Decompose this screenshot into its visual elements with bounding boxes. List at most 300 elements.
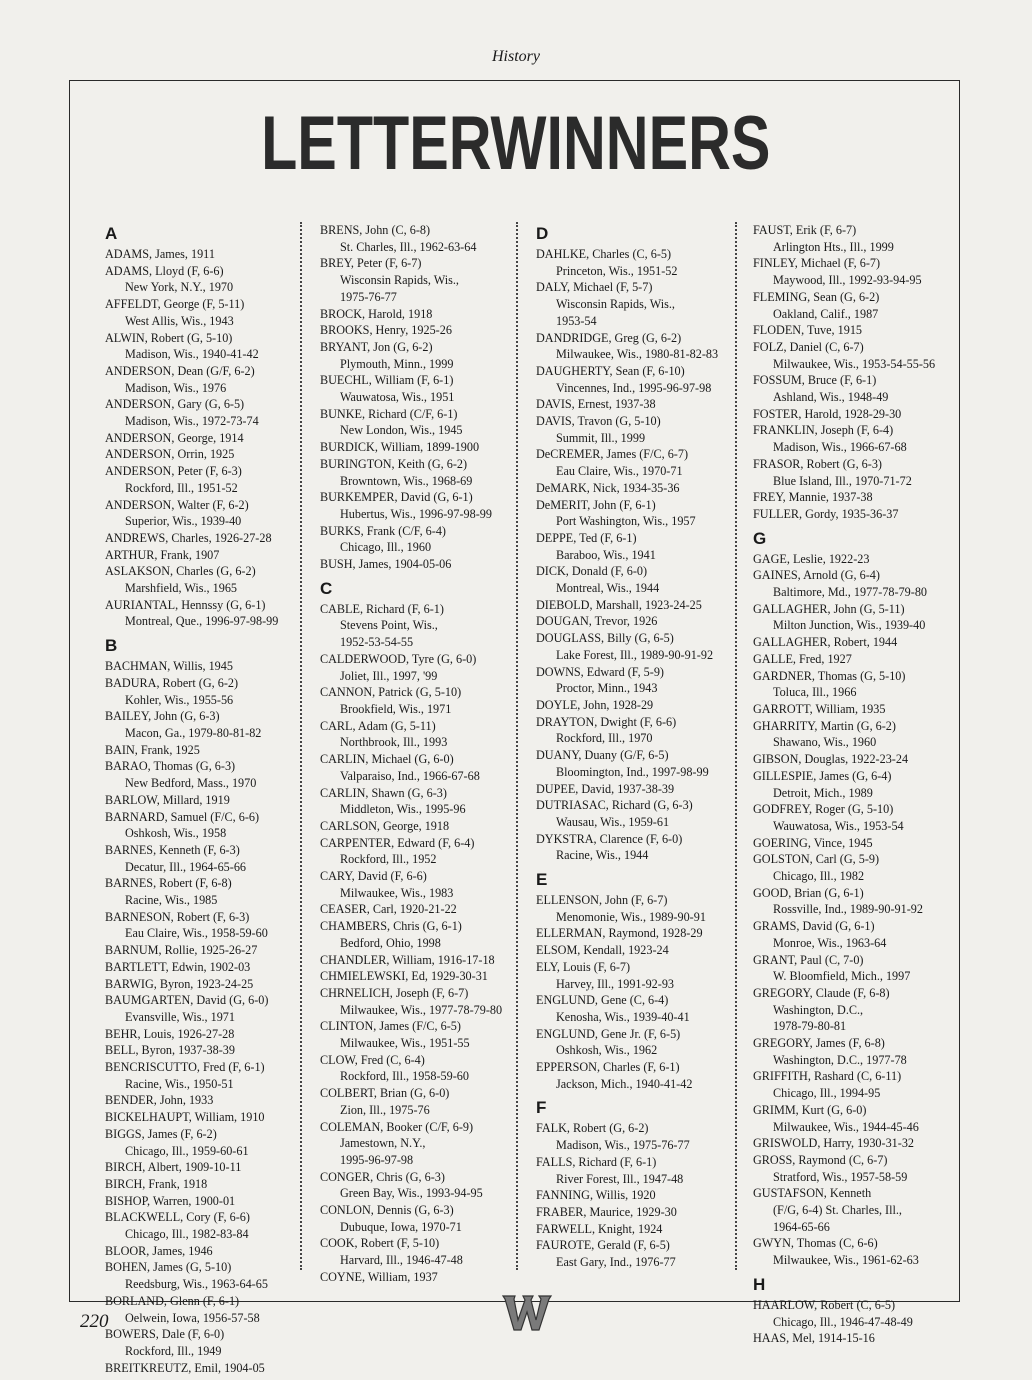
player-name: DOUGAN, Trevor, 1926 — [536, 614, 658, 629]
player-name: ANDERSON, Orrin, 1925 — [105, 447, 235, 462]
player-name: BOHEN, James (G, 5-10) — [105, 1260, 232, 1275]
letterwinner-entry — [105, 758, 313, 791]
letterwinner-entry — [536, 446, 744, 479]
letterwinner-entry — [105, 1109, 313, 1126]
player-name: ENGLUND, Gene (C, 6-4) — [536, 993, 669, 1008]
letterwinner-entry — [536, 1026, 744, 1059]
player-details: Jackson, Mich., 1940-41-42 — [556, 1076, 693, 1091]
letterwinner-entry — [105, 1026, 313, 1043]
player-name: DRAYTON, Dwight (F, 6-6) — [536, 714, 677, 729]
letterwinner-entry — [320, 322, 528, 339]
letterwinner-entry — [753, 851, 961, 884]
player-name: DeCREMER, James (F/C, 6-7) — [536, 447, 688, 462]
player-name: ASLAKSON, Charles (G, 6-2) — [105, 564, 256, 579]
letterwinner-entry — [753, 1035, 961, 1068]
letterwinner-entry — [105, 675, 313, 708]
player-name: HAAS, Mel, 1914-15-16 — [753, 1331, 875, 1346]
player-details: Monroe, Wis., 1963-64 — [773, 935, 887, 950]
letterwinner-entry — [753, 1235, 961, 1268]
player-name: BARNARD, Samuel (F/C, 6-6) — [105, 809, 260, 824]
letterwinner-entry — [105, 708, 313, 741]
letterwinner-entry — [753, 668, 961, 701]
letterwinner-entry — [320, 901, 528, 918]
player-name: BISHOP, Warren, 1900-01 — [105, 1193, 236, 1208]
letterwinner-entry — [105, 430, 313, 447]
letterwinner-entry — [320, 1235, 528, 1268]
section-letter: A — [105, 224, 118, 243]
letterwinner-entry — [105, 992, 313, 1025]
player-name: FARWELL, Knight, 1924 — [536, 1221, 663, 1236]
player-details: Valparaiso, Ind., 1966-67-68 — [340, 768, 480, 783]
letterwinner-entry — [105, 330, 313, 363]
player-name: BURKEMPER, David (G, 6-1) — [320, 490, 473, 505]
player-name: ELY, Louis (F, 6-7) — [536, 959, 631, 974]
letterwinner-entry — [753, 422, 961, 455]
player-name: GILLESPIE, James (G, 6-4) — [753, 768, 892, 783]
letterwinner-entry — [320, 489, 528, 522]
letterwinner-entry — [753, 801, 961, 834]
player-details: Wausau, Wis., 1959-61 — [556, 814, 670, 829]
player-name: FINLEY, Michael (F, 6-7) — [753, 256, 881, 271]
player-details: 1995-96-97-98 — [340, 1152, 414, 1167]
player-details: Oshkosh, Wis., 1958 — [125, 826, 227, 841]
player-name: BIGGS, James (F, 6-2) — [105, 1126, 217, 1141]
player-details: Menomonie, Wis., 1989-90-91 — [556, 909, 706, 924]
player-details: St. Charles, Ill., 1962-63-64 — [340, 239, 477, 254]
player-name: GRIFFITH, Rashard (C, 6-11) — [753, 1069, 902, 1084]
letterwinner-entry — [536, 797, 744, 830]
letterwinner-entry — [536, 942, 744, 959]
page-title: LETTERWINNERS — [261, 101, 771, 186]
letterwinner-entry — [320, 255, 528, 305]
letterwinner-entry — [105, 446, 313, 463]
letterwinner-entry — [753, 567, 961, 600]
letterwinner-entry — [753, 835, 961, 852]
letterwinner-entry — [536, 246, 744, 279]
letterwinner-entry — [753, 952, 961, 985]
player-name: ANDERSON, Peter (F, 6-3) — [105, 464, 242, 479]
player-name: DAUGHERTY, Sean (F, 6-10) — [536, 363, 685, 378]
motion-w-logo-icon — [501, 1284, 553, 1336]
letterwinner-entry — [105, 597, 313, 630]
player-name: BUECHL, William (F, 6-1) — [320, 373, 454, 388]
letterwinner-entry — [320, 406, 528, 439]
letterwinner-entry — [753, 1185, 961, 1235]
player-name: BUNKE, Richard (C/F, 6-1) — [320, 406, 458, 421]
player-details: Princeton, Wis., 1951-52 — [556, 263, 678, 278]
letterwinner-entry — [105, 1209, 313, 1242]
player-details: Racine, Wis., 1985 — [125, 893, 218, 908]
player-details: Maywood, Ill., 1992-93-94-95 — [773, 273, 922, 288]
letterwinner-entry — [753, 651, 961, 668]
letterwinner-entry — [536, 1187, 744, 1204]
player-details: Hubertus, Wis., 1996-97-98-99 — [340, 506, 492, 521]
letterwinner-entry — [536, 1059, 744, 1092]
letterwinner-entry — [536, 1237, 744, 1270]
letterwinner-entry — [320, 456, 528, 489]
letterwinner-entry — [536, 396, 744, 413]
letterwinner-entry — [105, 959, 313, 976]
player-details: 1964-65-66 — [773, 1219, 830, 1234]
player-name: BROOKS, Henry, 1925-26 — [320, 323, 452, 338]
letterwinner-entry — [320, 1119, 528, 1169]
player-name: CHRNELICH, Joseph (F, 6-7) — [320, 985, 469, 1000]
player-name: GRISWOLD, Harry, 1930-31-32 — [753, 1136, 915, 1151]
player-name: ANDERSON, Gary (G, 6-5) — [105, 397, 245, 412]
letterwinner-entry — [753, 1102, 961, 1135]
player-name: GARROTT, William, 1935 — [753, 701, 886, 716]
letterwinner-entry — [105, 1243, 313, 1260]
letterwinner-entry — [320, 1052, 528, 1085]
player-name: GOLSTON, Carl (G, 5-9) — [753, 852, 880, 867]
player-details: Northbrook, Ill., 1993 — [340, 735, 448, 750]
roster-column-2 — [320, 222, 528, 1286]
player-details: Port Washington, Wis., 1957 — [556, 514, 696, 529]
player-name: CARLIN, Michael (G, 6-0) — [320, 752, 454, 767]
player-name: ELLENSON, John (F, 6-7) — [536, 893, 668, 908]
player-name: CALDERWOOD, Tyre (G, 6-0) — [320, 651, 477, 666]
player-name: CONGER, Chris (G, 6-3) — [320, 1169, 445, 1184]
player-details: Evansville, Wis., 1971 — [125, 1009, 235, 1024]
player-name: BROCK, Harold, 1918 — [320, 306, 433, 321]
player-name: BAIN, Frank, 1925 — [105, 742, 200, 757]
player-details: 1952-53-54-55 — [340, 635, 414, 650]
page-number: 220 — [80, 1311, 109, 1332]
player-details: Joliet, Ill., 1997, '99 — [340, 668, 438, 683]
player-details: Wauwatosa, Wis., 1953-54 — [773, 818, 904, 833]
letterwinner-entry — [105, 497, 313, 530]
letterwinner-entry — [536, 959, 744, 992]
player-name: CARL, Adam (G, 5-11) — [320, 718, 436, 733]
player-name: BRENS, John (C, 6-8) — [320, 223, 431, 237]
player-name: ALWIN, Robert (G, 5-10) — [105, 330, 233, 345]
letterwinner-entry — [320, 952, 528, 969]
player-details: (F/G, 6-4) St. Charles, Ill., — [773, 1203, 902, 1218]
player-details: Green Bay, Wis., 1993-94-95 — [340, 1186, 483, 1201]
player-details: Arlington Hts., Ill., 1999 — [773, 239, 894, 254]
player-name: COYNE, William, 1937 — [320, 1269, 438, 1284]
player-name: GALLAGHER, Robert, 1944 — [753, 635, 898, 650]
player-name: CHMIELEWSKI, Ed, 1929-30-31 — [320, 969, 488, 984]
letterwinner-entry — [105, 1042, 313, 1059]
player-details: Milwaukee, Wis., 1953-54-55-56 — [773, 356, 936, 371]
player-details: Washington, D.C., — [773, 1002, 864, 1017]
player-details: Milwaukee, Wis., 1980-81-82-83 — [556, 347, 719, 362]
letterwinner-entry — [753, 406, 961, 423]
player-details: W. Bloomfield, Mich., 1997 — [773, 969, 911, 984]
player-name: DYKSTRA, Clarence (F, 6-0) — [536, 831, 683, 846]
letterwinner-entry — [536, 530, 744, 563]
player-name: GIBSON, Douglas, 1922-23-24 — [753, 752, 909, 767]
letterwinner-entry — [105, 1259, 313, 1292]
section-letter: B — [105, 636, 118, 656]
player-details: Montreal, Que., 1996-97-98-99 — [125, 614, 279, 629]
player-details: Stevens Point, Wis., — [340, 618, 438, 633]
player-details: Plymouth, Minn., 1999 — [340, 356, 454, 371]
player-name: CARLSON, George, 1918 — [320, 818, 450, 833]
letterwinner-entry — [753, 634, 961, 651]
player-details: Shawano, Wis., 1960 — [773, 735, 877, 750]
letterwinner-entry — [753, 339, 961, 372]
letterwinner-entry — [105, 976, 313, 993]
player-details: Madison, Wis., 1976 — [125, 380, 227, 395]
section-letter: F — [536, 1098, 547, 1118]
player-name: GUSTAFSON, Kenneth — [753, 1186, 872, 1201]
letterwinner-entry — [105, 809, 313, 842]
player-details: Milwaukee, Wis., 1983 — [340, 885, 454, 900]
player-details: Oakland, Calif., 1987 — [773, 306, 879, 321]
player-details: Eau Claire, Wis., 1970-71 — [556, 464, 683, 479]
player-details: Racine, Wis., 1950-51 — [125, 1076, 234, 1091]
player-name: BURKS, Frank (C/F, 6-4) — [320, 523, 446, 538]
letterwinner-entry — [753, 506, 961, 523]
player-name: ELLERMAN, Raymond, 1928-29 — [536, 926, 703, 941]
player-details: Reedsburg, Wis., 1963-64-65 — [125, 1277, 268, 1292]
player-name: GAINES, Arnold (G, 6-4) — [753, 568, 880, 583]
player-name: FAUROTE, Gerald (F, 6-5) — [536, 1238, 670, 1253]
letterwinner-entry — [105, 842, 313, 875]
player-name: FLODEN, Tuve, 1915 — [753, 323, 863, 338]
letterwinner-entry — [536, 925, 744, 942]
letterwinner-entry — [536, 697, 744, 714]
player-details: Milton Junction, Wis., 1939-40 — [773, 618, 926, 633]
section-letter: H — [753, 1274, 766, 1294]
player-name: FREY, Mannie, 1937-38 — [753, 490, 873, 505]
player-name: BAILEY, John (G, 6-3) — [105, 709, 220, 724]
letterwinner-entry — [320, 1169, 528, 1202]
letterwinner-entry — [105, 463, 313, 496]
player-details: Montreal, Wis., 1944 — [556, 581, 660, 596]
player-name: DUPEE, David, 1937-38-39 — [536, 781, 675, 796]
player-details: Ashland, Wis., 1948-49 — [773, 390, 889, 405]
section-letter: D — [536, 224, 549, 243]
letterwinner-entry — [536, 992, 744, 1025]
player-details: Madison, Wis., 1966-67-68 — [773, 440, 907, 455]
player-name: BADURA, Robert (G, 6-2) — [105, 675, 239, 690]
player-name: BREITKREUTZ, Emil, 1904-05 — [105, 1360, 265, 1375]
letterwinner-entry — [536, 630, 744, 663]
letterwinner-entry — [105, 658, 313, 675]
player-details: Proctor, Minn., 1943 — [556, 681, 658, 696]
letterwinner-entry — [105, 742, 313, 759]
player-name: GRAMS, David (G, 6-1) — [753, 919, 875, 934]
player-name: BURDICK, William, 1899-1900 — [320, 440, 480, 455]
letterwinner-entry — [320, 601, 528, 651]
player-name: BENCRISCUTTO, Fred (F, 6-1) — [105, 1060, 265, 1075]
player-details: Superior, Wis., 1939-40 — [125, 514, 242, 529]
player-name: EPPERSON, Charles (F, 6-1) — [536, 1060, 680, 1075]
player-details: Middleton, Wis., 1995-96 — [340, 802, 466, 817]
letterwinner-entry — [105, 263, 313, 296]
letterwinner-entry — [320, 718, 528, 751]
letterwinner-entry — [105, 396, 313, 429]
player-details: West Allis, Wis., 1943 — [125, 313, 234, 328]
player-name: CLOW, Fred (C, 6-4) — [320, 1052, 425, 1067]
letterwinner-entry — [536, 892, 744, 925]
letterwinner-entry — [320, 339, 528, 372]
player-name: FANNING, Willis, 1920 — [536, 1188, 656, 1203]
player-details: Decatur, Ill., 1964-65-66 — [125, 859, 247, 874]
letterwinner-entry — [320, 439, 528, 456]
player-details: Chicago, Ill., 1982 — [773, 869, 865, 884]
player-name: GODFREY, Roger (G, 5-10) — [753, 802, 894, 817]
player-details: 1975-76-77 — [340, 289, 397, 304]
section-label: History — [492, 48, 540, 65]
player-name: AFFELDT, George (F, 5-11) — [105, 297, 245, 312]
roster-column-4 — [753, 222, 961, 1347]
roster-column-1 — [105, 222, 313, 1376]
player-name: FOLZ, Daniel (C, 6-7) — [753, 339, 864, 354]
letterwinner-entry — [320, 751, 528, 784]
letterwinner-entry — [753, 372, 961, 405]
roster-column-3 — [536, 222, 744, 1271]
letterwinner-entry — [105, 563, 313, 596]
section-letter: G — [753, 528, 767, 548]
letterwinner-entry — [536, 781, 744, 798]
player-details: Eau Claire, Wis., 1958-59-60 — [125, 926, 268, 941]
player-name: FRASOR, Robert (G, 6-3) — [753, 456, 882, 471]
player-details: Zion, Ill., 1975-76 — [340, 1102, 430, 1117]
player-name: BARNUM, Rollie, 1925-26-27 — [105, 943, 258, 958]
player-name: BOWERS, Dale (F, 6-0) — [105, 1327, 225, 1342]
player-details: Madison, Wis., 1972-73-74 — [125, 414, 259, 429]
letterwinner-entry — [320, 818, 528, 835]
letterwinner-entry — [320, 1085, 528, 1118]
player-details: Milwaukee, Wis., 1961-62-63 — [773, 1253, 919, 1268]
player-details: New London, Wis., 1945 — [340, 423, 463, 438]
player-name: CLINTON, James (F/C, 6-5) — [320, 1019, 461, 1034]
letterwinner-entry — [536, 1120, 744, 1153]
letterwinner-entry — [536, 413, 744, 446]
letterwinner-entry — [105, 942, 313, 959]
player-name: GWYN, Thomas (C, 6-6) — [753, 1236, 878, 1251]
letterwinner-entry — [320, 868, 528, 901]
player-name: GRIMM, Kurt (G, 6-0) — [753, 1102, 867, 1117]
player-details: Stratford, Wis., 1957-58-59 — [773, 1169, 908, 1184]
letterwinner-entry — [753, 985, 961, 1035]
column-divider — [300, 222, 302, 1270]
letterwinner-entry — [320, 985, 528, 1018]
player-name: CHANDLER, William, 1916-17-18 — [320, 952, 495, 967]
player-name: FULLER, Gordy, 1935-36-37 — [753, 506, 899, 521]
player-name: ANDERSON, Dean (G/F, 6-2) — [105, 363, 255, 378]
player-name: GOERING, Vince, 1945 — [753, 835, 873, 850]
letterwinner-entry — [105, 1126, 313, 1159]
player-details: East Gary, Ind., 1976-77 — [556, 1255, 676, 1270]
player-details: Bloomington, Ind., 1997-98-99 — [556, 764, 709, 779]
player-name: DAHLKE, Charles (C, 6-5) — [536, 247, 672, 261]
player-details: Baltimore, Md., 1977-78-79-80 — [773, 585, 928, 600]
player-details: Rossville, Ind., 1989-90-91-92 — [773, 902, 923, 917]
player-name: FRABER, Maurice, 1929-30 — [536, 1204, 677, 1219]
player-details: Racine, Wis., 1944 — [556, 848, 649, 863]
player-details: Rockford, Ill., 1949 — [125, 1344, 222, 1358]
player-details: Rockford, Ill., 1958-59-60 — [340, 1069, 469, 1084]
player-name: BARWIG, Byron, 1923-24-25 — [105, 976, 254, 991]
player-name: DEPPE, Ted (F, 6-1) — [536, 530, 637, 545]
player-name: BUSH, James, 1904-05-06 — [320, 557, 452, 572]
letterwinner-entry — [320, 523, 528, 556]
player-name: GAGE, Leslie, 1922-23 — [753, 551, 870, 566]
letterwinner-entry — [105, 363, 313, 396]
player-name: CANNON, Patrick (G, 5-10) — [320, 685, 462, 700]
letterwinner-entry — [536, 563, 744, 596]
player-name: DOWNS, Edward (F, 5-9) — [536, 664, 664, 679]
player-name: BARNES, Robert (F, 6-8) — [105, 876, 232, 891]
player-details: Jamestown, N.Y., — [340, 1136, 426, 1151]
player-name: ENGLUND, Gene Jr. (F, 6-5) — [536, 1026, 681, 1041]
letterwinner-entry — [536, 831, 744, 864]
letterwinner-entry — [105, 909, 313, 942]
letterwinner-entry — [536, 1154, 744, 1187]
letterwinner-entry — [536, 664, 744, 697]
player-name: CARLIN, Shawn (G, 6-3) — [320, 785, 447, 800]
player-name: ELSOM, Kendall, 1923-24 — [536, 943, 669, 958]
player-name: COOK, Robert (F, 5-10) — [320, 1236, 440, 1251]
player-name: GREGORY, Claude (F, 6-8) — [753, 985, 890, 1000]
player-name: GALLAGHER, John (G, 5-11) — [753, 601, 905, 616]
letterwinner-entry — [753, 222, 961, 255]
player-name: DeMARK, Nick, 1934-35-36 — [536, 480, 680, 495]
player-name: FLEMING, Sean (G, 6-2) — [753, 289, 880, 304]
player-details: Harvey, Ill., 1991-92-93 — [556, 976, 675, 991]
player-name: BELL, Byron, 1937-38-39 — [105, 1043, 235, 1058]
letterwinner-entry — [320, 556, 528, 573]
player-details: Chicago, Ill., 1960 — [340, 540, 432, 555]
player-details: New York, N.Y., 1970 — [125, 280, 234, 295]
letterwinner-entry — [105, 1193, 313, 1210]
letterwinner-entry — [753, 456, 961, 489]
player-details: Rockford, Ill., 1951-52 — [125, 480, 238, 495]
player-name: BENDER, John, 1933 — [105, 1093, 214, 1108]
player-details: Harvard, Ill., 1946-47-48 — [340, 1253, 463, 1268]
letterwinner-entry — [320, 968, 528, 985]
player-name: BARNES, Kenneth (F, 6-3) — [105, 842, 240, 857]
player-details: Oelwein, Iowa, 1956-57-58 — [125, 1310, 260, 1325]
player-details: Oshkosh, Wis., 1962 — [556, 1043, 658, 1058]
letterwinner-entry — [536, 363, 744, 396]
letterwinner-entry — [320, 1018, 528, 1051]
letterwinner-entry — [320, 306, 528, 323]
player-details: Lake Forest, Ill., 1989-90-91-92 — [556, 647, 714, 662]
letterwinner-entry — [536, 597, 744, 614]
player-details: Washington, D.C., 1977-78 — [773, 1052, 907, 1067]
player-details: Baraboo, Wis., 1941 — [556, 547, 656, 562]
letterwinner-entry — [320, 651, 528, 684]
letterwinner-entry — [105, 530, 313, 547]
letterwinner-entry — [536, 480, 744, 497]
letterwinner-entry — [753, 1330, 961, 1347]
player-name: GOOD, Brian (G, 6-1) — [753, 885, 864, 900]
letterwinner-entry — [320, 918, 528, 951]
player-name: BIRCH, Frank, 1918 — [105, 1176, 208, 1191]
letterwinner-entry — [536, 1204, 744, 1221]
letterwinner-entry — [753, 718, 961, 751]
player-name: DAVIS, Travon (G, 5-10) — [536, 414, 661, 429]
player-name: DIEBOLD, Marshall, 1923-24-25 — [536, 597, 702, 612]
player-name: BLOOR, James, 1946 — [105, 1243, 213, 1258]
letterwinner-entry — [320, 222, 528, 255]
letterwinner-entry — [320, 785, 528, 818]
player-name: COLEMAN, Booker (C/F, 6-9) — [320, 1119, 474, 1134]
letterwinner-entry — [753, 768, 961, 801]
letterwinner-entry — [753, 322, 961, 339]
player-name: BEHR, Louis, 1926-27-28 — [105, 1026, 235, 1041]
player-name: FALLS, Richard (F, 6-1) — [536, 1154, 657, 1169]
player-details: Milwaukee, Wis., 1951-55 — [340, 1036, 470, 1051]
player-name: FALK, Robert (G, 6-2) — [536, 1121, 649, 1136]
player-name: GRANT, Paul (C, 7-0) — [753, 952, 864, 967]
